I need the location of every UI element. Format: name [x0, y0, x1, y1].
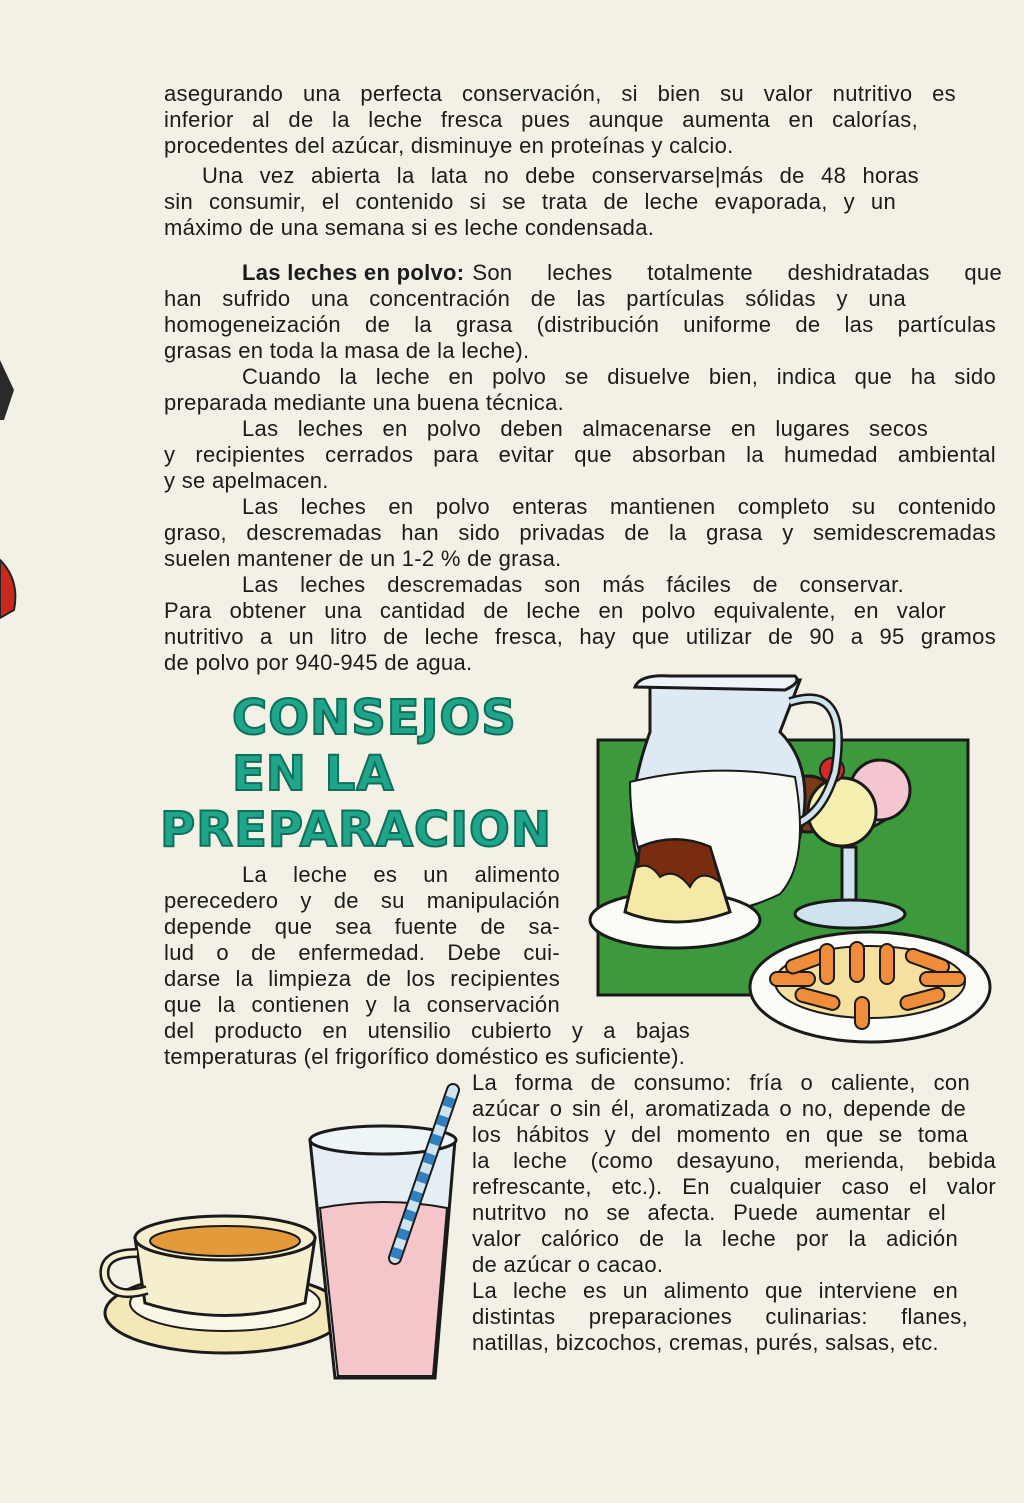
- powder-first-line: [242, 260, 1002, 286]
- powder-line-4: Cuando la leche en polvo se disuelve bien, indica que ha sido: [242, 364, 996, 389]
- powder-line-11: suelen mantener de un 1-2 % de grasa.: [164, 546, 562, 571]
- section-title-line-1: CONSEJOS: [232, 690, 517, 746]
- consumo-line-8: La leche es un alimento que interviene en: [472, 1278, 958, 1303]
- advice-line-1: perecedero y de su manipulación: [164, 888, 560, 913]
- advice-line-5: que la contienen y la conservación: [164, 992, 560, 1017]
- consumo-line-0: La forma de consumo: fría o caliente, con: [472, 1070, 970, 1095]
- milkshake-cup-illustration: [95, 1078, 475, 1388]
- intro-line-6: máximo de una semana si es leche condensada.: [164, 215, 655, 240]
- consumo-line-4: refrescante, etc.). En cualquier caso el valor: [472, 1174, 996, 1199]
- consumo-line-10: natillas, bizcochos, cremas, purés, salsas, etc.: [472, 1330, 939, 1355]
- advice-line-6: del producto en utensilio cubierto y a bajas: [164, 1018, 690, 1043]
- section-title-line-2: EN LA: [232, 746, 395, 802]
- page-edge-mark: [0, 360, 22, 620]
- powder-line-15: de polvo por 940-945 de agua.: [164, 650, 473, 675]
- advice-line-0: La leche es un alimento: [242, 862, 560, 887]
- consumo-line-2: los hábitos y del momento en que se toma: [472, 1122, 968, 1147]
- consumo-line-5: nutritvo no se afecta. Puede aumentar el: [472, 1200, 946, 1225]
- powder-line-5: preparada mediante una buena técnica.: [164, 390, 565, 415]
- powder-line-12: Las leches descremadas son más fáciles de conservar.: [242, 572, 904, 597]
- milk-desserts-illustration: [580, 662, 1000, 1062]
- consumo-line-3: la leche (como desayuno, merienda, bebida: [472, 1148, 996, 1173]
- powder-line-9: Las leches en polvo enteras mantienen completo su contenido: [242, 494, 996, 519]
- powder-line-2: homogeneización de la grasa (distribución uniforme de las partículas: [164, 312, 996, 337]
- powder-line-1: han sufrido una concentración de las partículas sólidas y una: [164, 286, 906, 311]
- powder-line-6: Las leches en polvo deben almacenarse en lugares secos: [242, 416, 928, 441]
- intro-line-3: procedentes del azúcar, disminuye en proteínas y calcio.: [164, 133, 734, 158]
- intro-line-5: sin consumir, el contenido si se trata de leche evaporada, y un: [164, 189, 896, 214]
- advice-line-2: depende que sea fuente de sa-: [164, 914, 560, 939]
- powder-line-13: Para obtener una cantidad de leche en polvo equivalente, en valor: [164, 598, 946, 623]
- advice-line-3: lud o de enfermedad. Debe cui-: [164, 940, 560, 965]
- powder-line-8: y se apelmacen.: [164, 468, 329, 493]
- powder-line-3: grasas en toda la masa de la leche).: [164, 338, 530, 363]
- consumo-line-7: de azúcar o cacao.: [472, 1252, 664, 1277]
- advice-line-4: darse la limpieza de los recipientes: [164, 966, 560, 991]
- powder-line-10: graso, descremadas han sido privadas de la grasa y semidescremadas: [164, 520, 996, 545]
- consumo-line-1: azúcar o sin él, aromatizada o no, depende de: [472, 1096, 966, 1121]
- section-title-line-3: PREPARACION: [160, 802, 553, 858]
- intro-line-4: Una vez abierta la lata no debe conservarse|más de 48 horas: [202, 163, 919, 188]
- advice-line-7: temperaturas (el frigorífico doméstico es suficiente).: [164, 1044, 686, 1069]
- powder-heading: Las leches en polvo:: [242, 260, 465, 285]
- intro-line-1: asegurando una perfecta conservación, si bien su valor nutritivo es: [164, 81, 956, 106]
- powder-line-0: Son leches totalmente deshidratadas que: [472, 260, 1002, 285]
- intro-line-2: inferior al de la leche fresca pues aunque aumenta en calorías,: [164, 107, 918, 132]
- section-title: [160, 690, 553, 858]
- powder-line-7: y recipientes cerrados para evitar que absorban la humedad ambiental: [164, 442, 996, 467]
- consumo-line-6: valor calórico de la leche por la adición: [472, 1226, 958, 1251]
- consumo-line-9: distintas preparaciones culinarias: flanes,: [472, 1304, 968, 1329]
- powder-line-14: nutritivo a un litro de leche fresca, hay que utilizar de 90 a 95 gramos: [164, 624, 996, 649]
